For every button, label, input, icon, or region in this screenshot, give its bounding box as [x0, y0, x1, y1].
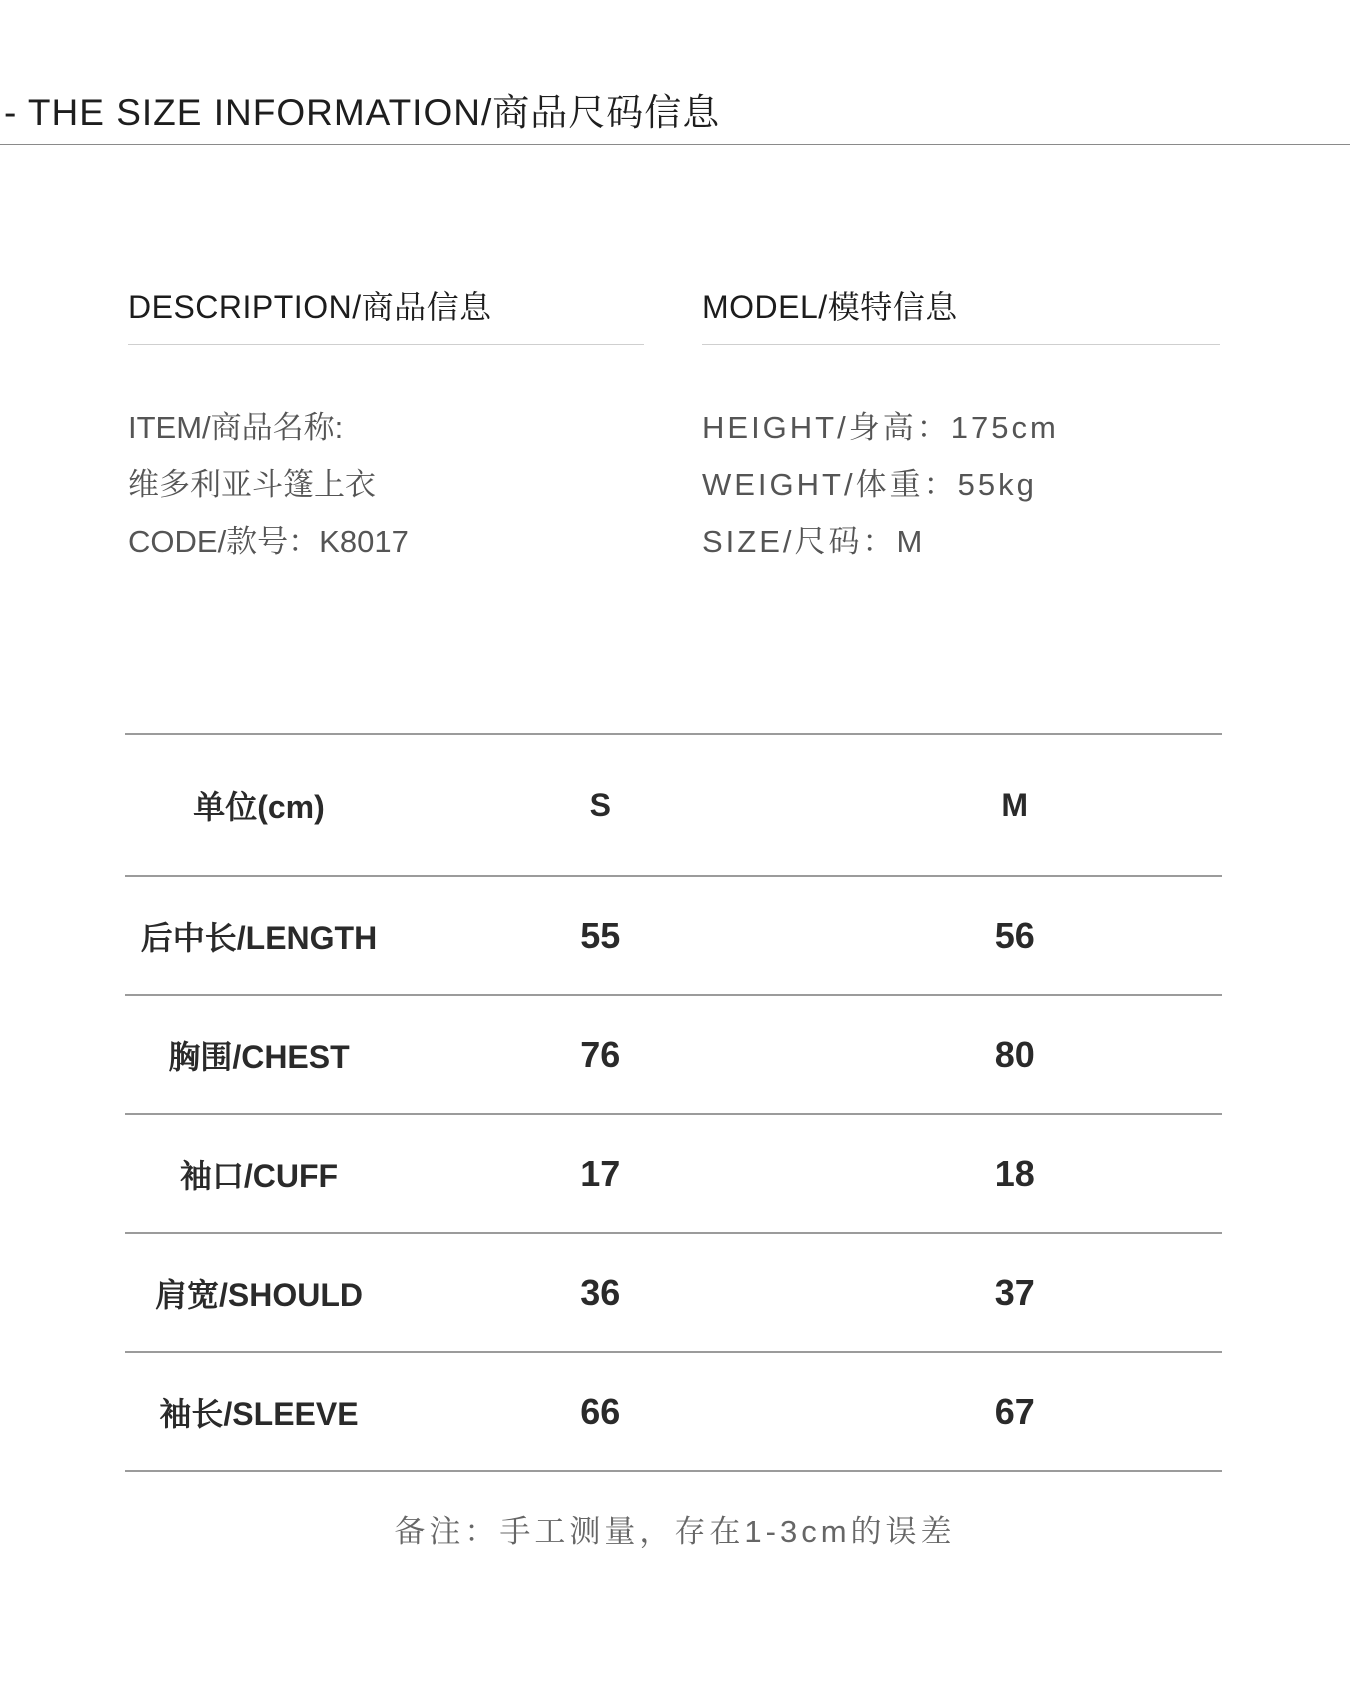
size-s-value: 36	[393, 1233, 808, 1352]
description-divider	[128, 344, 644, 345]
title-divider	[0, 144, 1350, 145]
size-m-header: M	[808, 734, 1223, 876]
size-m-value: 67	[808, 1352, 1223, 1471]
table-row	[125, 876, 1222, 995]
unit-header: 单位(cm)	[125, 734, 393, 876]
row-label: 袖口/CUFF	[125, 1114, 393, 1233]
model-divider	[702, 344, 1220, 345]
table-row	[125, 1233, 1222, 1352]
size-m-value: 80	[808, 995, 1223, 1114]
size-s-value: 66	[393, 1352, 808, 1471]
table-row	[125, 1352, 1222, 1471]
model-section	[702, 282, 1220, 570]
row-label: 肩宽/SHOULD	[125, 1233, 393, 1352]
row-label: 袖长/SLEEVE	[125, 1352, 393, 1471]
item-name: 维多利亚斗篷上衣	[128, 467, 376, 502]
description-heading: DESCRIPTION/商品信息	[128, 289, 492, 325]
description-info-list	[128, 399, 644, 570]
model-height: HEIGHT/身高：175cm	[702, 410, 1059, 445]
size-m-value: 18	[808, 1114, 1223, 1233]
row-label: 后中长/LENGTH	[125, 876, 393, 995]
item-label: ITEM/商品名称:	[128, 410, 344, 445]
measurement-note: 备注：手工测量，存在1-3cm的误差	[394, 1514, 956, 1549]
model-weight: WEIGHT/体重：55kg	[702, 467, 1037, 502]
model-heading: MODEL/模特信息	[702, 289, 958, 325]
description-section	[128, 282, 644, 570]
row-label: 胸围/CHEST	[125, 995, 393, 1114]
size-m-value: 37	[808, 1233, 1223, 1352]
size-s-value: 55	[393, 876, 808, 995]
size-s-value: 17	[393, 1114, 808, 1233]
table-row	[125, 995, 1222, 1114]
page-title: - THE SIZE INFORMATION/商品尺码信息	[4, 92, 721, 133]
model-info-list	[702, 399, 1220, 570]
size-s-header: S	[393, 734, 808, 876]
table-row	[125, 1114, 1222, 1233]
size-m-value: 56	[808, 876, 1223, 995]
model-size: SIZE/尺码：M	[702, 524, 926, 559]
size-table	[125, 733, 1222, 1472]
size-s-value: 76	[393, 995, 808, 1114]
item-code: CODE/款号：K8017	[128, 524, 409, 559]
table-header-row	[125, 734, 1222, 876]
